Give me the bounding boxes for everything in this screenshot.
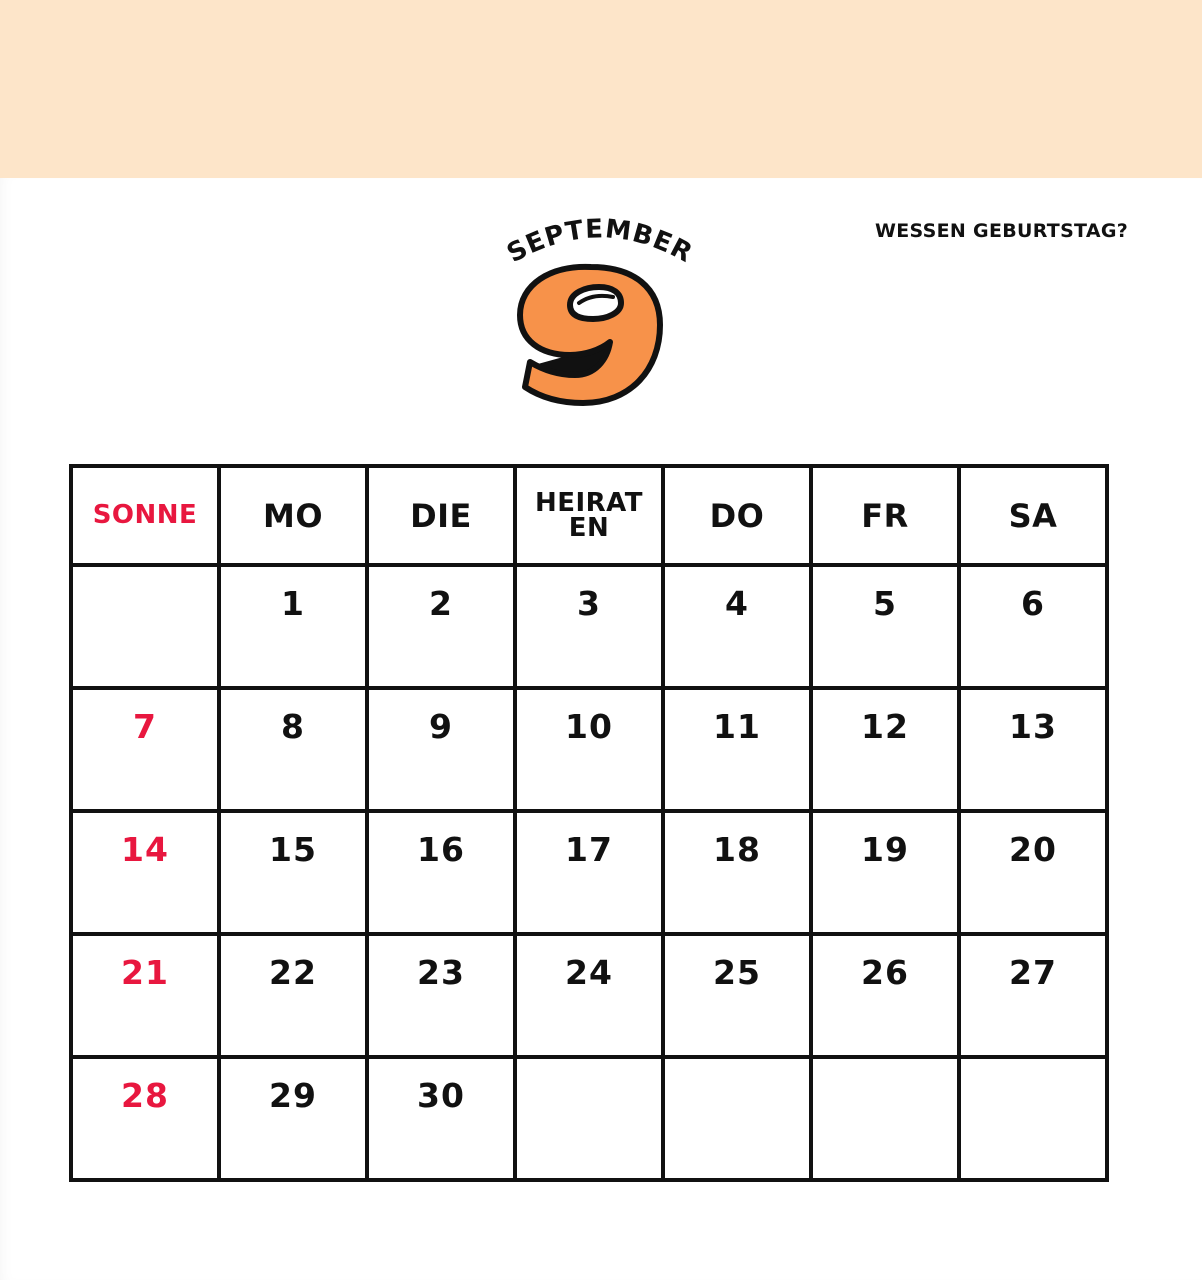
day-cell[interactable]: [811, 934, 959, 1057]
day-cell[interactable]: [219, 1057, 367, 1180]
day-cell[interactable]: [663, 688, 811, 811]
day-number: 5: [873, 584, 897, 623]
day-number: 22: [269, 953, 317, 992]
day-cell[interactable]: [515, 688, 663, 811]
week-row-1: [71, 565, 1107, 688]
day-number: 12: [861, 707, 909, 746]
day-cell[interactable]: [367, 934, 515, 1057]
week-row-3: [71, 811, 1107, 934]
day-number: 8: [281, 707, 305, 746]
weekday-sunday: SONNE: [92, 500, 198, 531]
day-number: 20: [1009, 830, 1057, 869]
day-cell[interactable]: [663, 934, 811, 1057]
day-cell[interactable]: [811, 688, 959, 811]
day-cell[interactable]: [663, 811, 811, 934]
day-number: 10: [565, 707, 613, 746]
day-number: 3: [577, 584, 601, 623]
day-number: 7: [133, 707, 157, 746]
month-name: SEPTEMBER: [502, 215, 698, 270]
day-number: 27: [1009, 953, 1057, 992]
weekday-saturday: SA: [1008, 496, 1058, 535]
day-cell[interactable]: [959, 1057, 1107, 1180]
day-number: 28: [121, 1076, 169, 1115]
day-cell[interactable]: [367, 688, 515, 811]
weekday-cell: [515, 466, 663, 565]
weekday-header-row: [71, 466, 1107, 565]
weekday-cell: [811, 466, 959, 565]
month-emblem-graphic: [495, 215, 705, 410]
day-number: 25: [713, 953, 761, 992]
month-number-9-graphic: [520, 267, 660, 403]
day-number: 30: [417, 1076, 465, 1115]
day-cell[interactable]: [959, 811, 1107, 934]
day-number: 16: [417, 830, 465, 869]
weekday-cell: [219, 466, 367, 565]
week-row-2: [71, 688, 1107, 811]
day-cell[interactable]: [811, 811, 959, 934]
day-cell[interactable]: [71, 1057, 219, 1180]
day-number: 19: [861, 830, 909, 869]
day-cell[interactable]: [71, 565, 219, 688]
day-number: 21: [121, 953, 169, 992]
day-cell[interactable]: [663, 565, 811, 688]
day-cell[interactable]: [663, 1057, 811, 1180]
day-number: 29: [269, 1076, 317, 1115]
day-cell[interactable]: [515, 1057, 663, 1180]
day-cell[interactable]: [515, 565, 663, 688]
day-cell[interactable]: [367, 811, 515, 934]
weekday-cell: [663, 466, 811, 565]
day-number: 23: [417, 953, 465, 992]
day-cell[interactable]: [515, 934, 663, 1057]
day-number: 4: [725, 584, 749, 623]
day-cell[interactable]: [71, 688, 219, 811]
day-number: 26: [861, 953, 909, 992]
day-number: 6: [1021, 584, 1045, 623]
day-number: 2: [429, 584, 453, 623]
week-row-5: [71, 1057, 1107, 1180]
weekday-cell: [71, 466, 219, 565]
day-number: 1: [281, 584, 305, 623]
day-cell[interactable]: [959, 565, 1107, 688]
day-number: 11: [713, 707, 761, 746]
day-cell[interactable]: [367, 1057, 515, 1180]
top-color-band: [0, 0, 1202, 178]
weekday-wednesday: HEIRATEN: [534, 487, 644, 543]
month-emblem: [495, 215, 705, 410]
day-number: 15: [269, 830, 317, 869]
day-cell[interactable]: [219, 688, 367, 811]
weekday-friday: FR: [861, 496, 909, 535]
weekday-monday: MO: [262, 496, 324, 535]
day-cell[interactable]: [959, 688, 1107, 811]
day-cell[interactable]: [71, 934, 219, 1057]
day-cell[interactable]: [811, 1057, 959, 1180]
day-number: 14: [121, 830, 169, 869]
day-number: 24: [565, 953, 613, 992]
day-cell[interactable]: [811, 565, 959, 688]
day-number: 9: [429, 707, 453, 746]
weekday-thursday: DO: [709, 496, 765, 535]
day-cell[interactable]: [71, 811, 219, 934]
birthday-label: WESSEN GEBURTSTAG?: [875, 220, 1129, 242]
day-number: 18: [713, 830, 761, 869]
day-number: 17: [565, 830, 613, 869]
day-cell[interactable]: [219, 811, 367, 934]
day-cell[interactable]: [959, 934, 1107, 1057]
day-cell[interactable]: [367, 565, 515, 688]
day-number: 13: [1009, 707, 1057, 746]
day-cell[interactable]: [219, 565, 367, 688]
weekday-tuesday: DIE: [410, 496, 472, 535]
weekday-cell: [367, 466, 515, 565]
day-cell[interactable]: [219, 934, 367, 1057]
week-row-4: [71, 934, 1107, 1057]
day-cell[interactable]: [515, 811, 663, 934]
calendar-grid: [69, 464, 1109, 1182]
weekday-cell: [959, 466, 1107, 565]
